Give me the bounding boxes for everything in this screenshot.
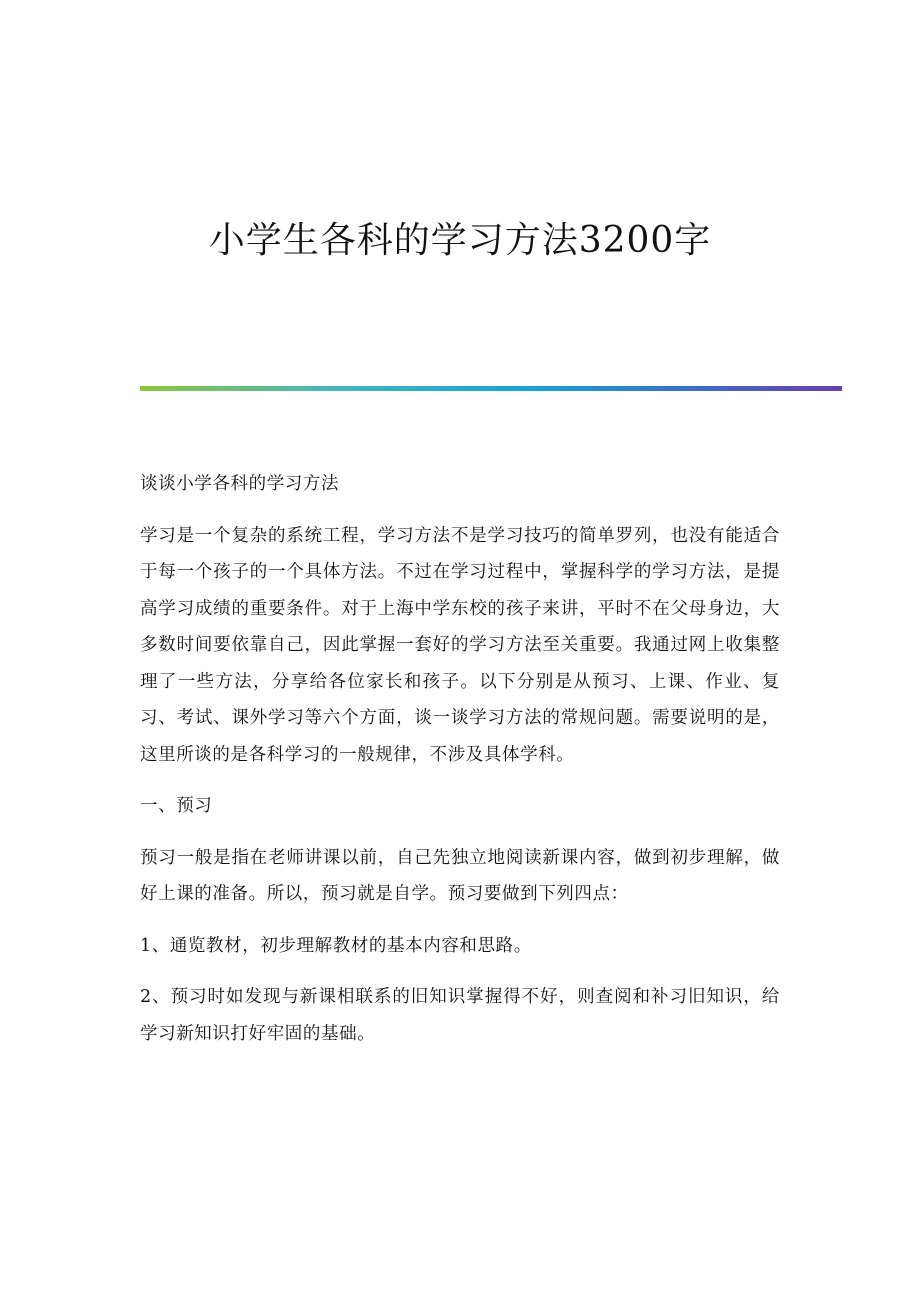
subtitle: 谈谈小学各科的学习方法 — [140, 474, 340, 494]
list-item-point-2: 2、预习时如发现与新课相联系的旧知识掌握得不好，则查阅和补习旧知识，给学习新知识打好牢固的基础。 — [140, 987, 780, 1044]
document-title: 小学生各科的学习方法3200字 — [208, 220, 712, 261]
list-item-point-1: 1、通览教材，初步理解教材的基本内容和思路。 — [140, 935, 532, 956]
preview-intro-paragraph: 预习一般是指在老师讲课以前，自己先独立地阅读新课内容，做到初步理解，做好上课的准备。所以，预习就是自学。预习要做到下列四点： — [140, 847, 780, 904]
document-body — [140, 466, 780, 1067]
title-divider — [140, 386, 842, 391]
intro-paragraph: 学习是一个复杂的系统工程，学习方法不是学习技巧的简单罗列，也没有能适合于每一个孩子的一个具体方法。不过在学习过程中，掌握科学的学习方法，是提高学习成绩的重要条件。对于上海中学东校的孩子来讲，平时不在父母身边，大多数时间要依靠自己，因此掌握一套好的学习方法至关重要。我通过网上收集整理了一些方法，分享给各位家长和孩子。以下分别是从预习、上课、作业、复习、考试、课外学习等六个方面，谈一谈学习方法的常规问题。需要说明的是，这里所谈的是各科学习的一般规律，不涉及具体学科。 — [140, 525, 780, 765]
section-heading-preview: 一、预习 — [140, 796, 213, 816]
